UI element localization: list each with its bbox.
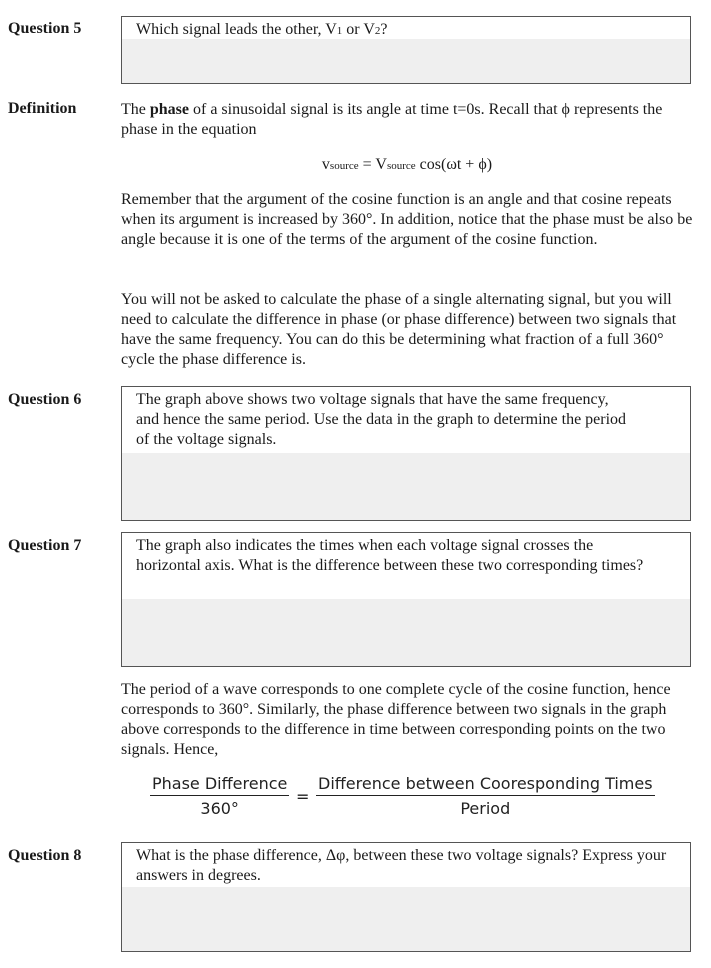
question-7-answer-area[interactable] [122, 599, 690, 666]
definition-label: Definition [8, 100, 77, 117]
left-fraction [150, 774, 289, 818]
right-fraction-numerator: Difference between Cooresponding Times [316, 774, 655, 796]
question-8-text: What is the phase difference, Δφ, between these two voltage signals? Express your answers in degrees. [122, 843, 690, 892]
phase-equation: vsource = Vsource cos(ωt + ϕ) [321, 156, 493, 173]
question-6-label: Question 6 [8, 391, 82, 408]
question-6-text: The graph above shows two voltage signals that have the same frequency, and hence the same period. Use the data in the graph to determine the period of the voltage signals. [122, 387, 690, 456]
equals-sign: = [296, 787, 310, 806]
question-8-label: Question 8 [8, 847, 82, 864]
explanation-paragraph: The period of a wave corresponds to one complete cycle of the cosine function, hence corresponds to 360°. Similarly, the phase difference between two signals in the graph above corresponds to the difference in time between corresponding points on the two signals. Hence, [121, 681, 671, 758]
right-fraction [316, 774, 655, 818]
left-fraction-numerator: Phase Difference [150, 774, 289, 796]
question-8-box [121, 842, 691, 952]
definition-paragraph-1: The phase of a sinusoidal signal is its angle at time t=0s. Recall that ϕ represents the phase in the equation [121, 101, 663, 138]
right-fraction-denominator: Period [460, 799, 511, 818]
question-6-answer-area[interactable] [122, 453, 690, 520]
question-5-box [121, 16, 691, 84]
question-7-text: The graph also indicates the times when each voltage signal crosses the horizontal axis. What is the difference between these two corresponding times? [122, 533, 690, 582]
question-5-text: Which signal leads the other, V1 or V2? [122, 17, 690, 47]
question-5-label: Question 5 [8, 20, 82, 37]
question-8-answer-area[interactable] [122, 887, 690, 951]
question-7-label: Question 7 [8, 537, 82, 554]
question-6-box [121, 386, 691, 521]
left-fraction-denominator: 360° [200, 799, 239, 818]
definition-paragraph-2: Remember that the argument of the cosine function is an angle and that cosine repeats when its argument is increased by 360°. In addition, notice that the phase must be also be angle because it is one of the terms of the argument of the cosine function. [121, 191, 693, 248]
question-5-answer-area[interactable] [122, 39, 690, 83]
definition-paragraph-3: You will not be asked to calculate the phase of a single alternating signal, but you will need to calculate the difference in phase (or phase difference) between two signals that have the same frequency. You can do this be determining what fraction of a full 360° cycle the phase difference is. [121, 291, 677, 368]
question-7-box [121, 532, 691, 667]
